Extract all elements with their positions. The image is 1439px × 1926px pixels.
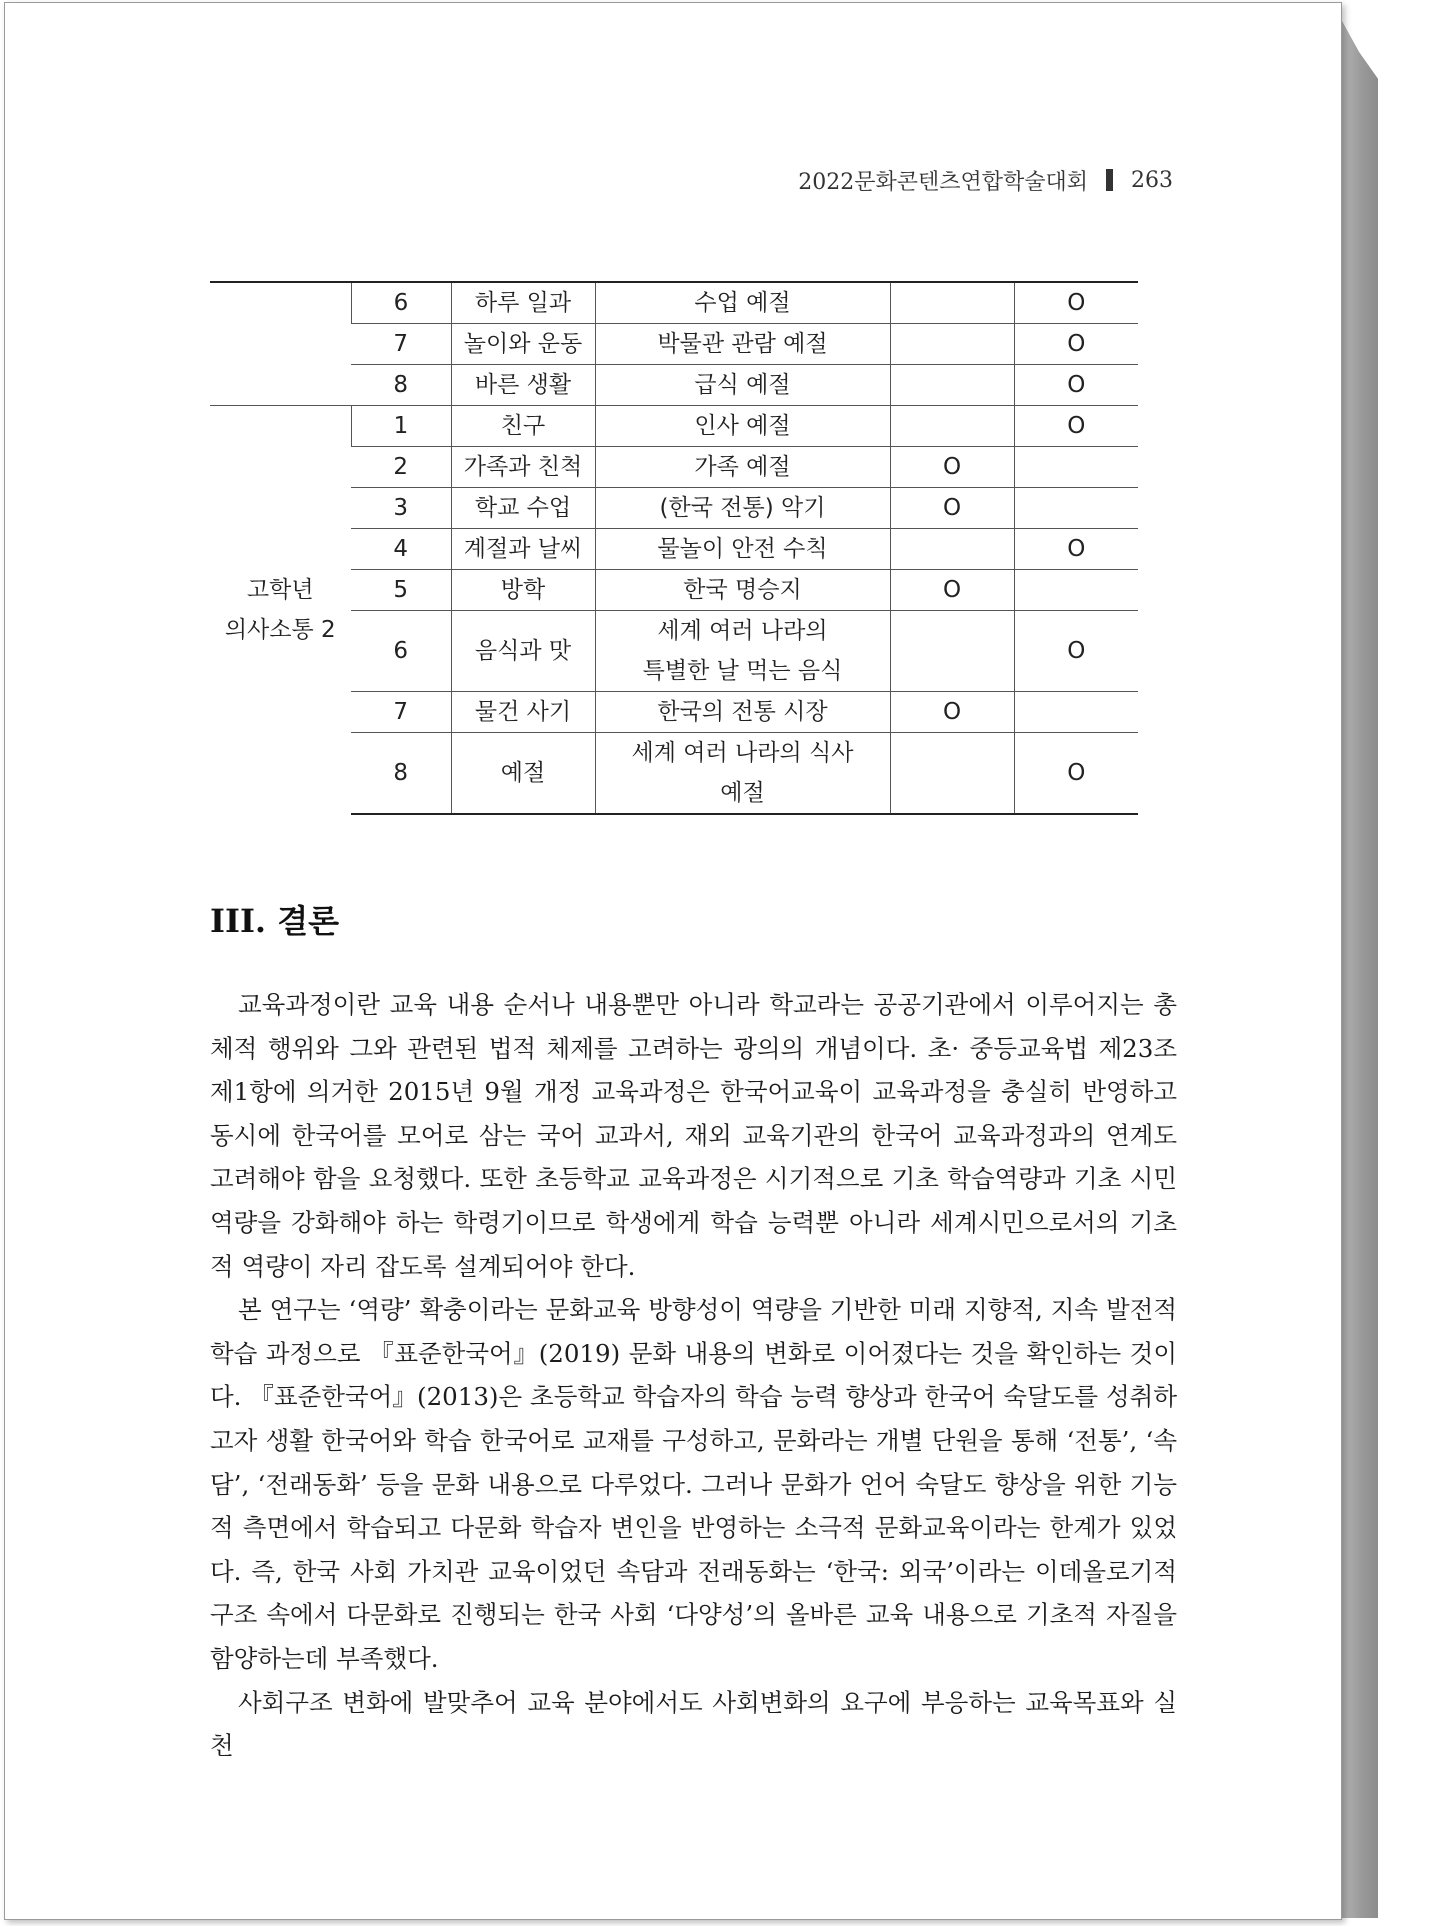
cell-culture-content <box>595 282 890 324</box>
section-title: III. 결론 <box>210 902 340 940</box>
header-title: 2022문화콘텐츠연합학술대회 <box>798 169 1088 195</box>
cell-theme: 친구 <box>451 406 595 447</box>
cell-culture-content <box>595 529 890 570</box>
cell-theme: 음식과 맛 <box>451 611 595 692</box>
cell-culture-content <box>595 611 890 692</box>
cell-mark-b: O <box>1014 611 1138 692</box>
cell-mark-a <box>890 529 1014 570</box>
culture-content-line: 급식 예절 <box>694 372 791 398</box>
cell-mark-b: O <box>1014 529 1138 570</box>
cell-mark-b <box>1014 692 1138 733</box>
cell-lesson-number: 8 <box>351 365 451 406</box>
culture-content-line: 특별한 날 먹는 음식 <box>642 658 843 684</box>
cell-mark-a: O <box>890 488 1014 529</box>
cell-culture-content <box>595 488 890 529</box>
cell-theme: 물건 사기 <box>451 692 595 733</box>
cell-mark-b <box>1014 488 1138 529</box>
cell-culture-content <box>595 570 890 611</box>
cell-mark-a: O <box>890 570 1014 611</box>
cell-mark-b <box>1014 447 1138 488</box>
cell-lesson-number: 3 <box>351 488 451 529</box>
culture-content-line: 세계 여러 나라의 <box>657 618 828 644</box>
cell-theme: 바른 생활 <box>451 365 595 406</box>
cell-culture-content <box>595 324 890 365</box>
culture-content-line: 한국의 전통 시장 <box>657 699 828 725</box>
cell-theme: 계절과 날씨 <box>451 529 595 570</box>
cell-lesson-number: 2 <box>351 447 451 488</box>
cell-lesson-number: 1 <box>351 406 451 447</box>
page-stack-edge <box>1336 10 1378 1918</box>
table-row <box>210 282 1138 324</box>
culture-content-line: 세계 여러 나라의 식사 <box>631 740 854 766</box>
cell-mark-b <box>1014 570 1138 611</box>
document-page <box>4 2 1342 1920</box>
cell-theme: 예절 <box>451 733 595 815</box>
cell-lesson-number: 5 <box>351 570 451 611</box>
cell-mark-b: O <box>1014 733 1138 815</box>
cell-mark-a <box>890 282 1014 324</box>
cell-culture-content <box>595 406 890 447</box>
cell-mark-b: O <box>1014 406 1138 447</box>
culture-content-line: 인사 예절 <box>694 413 791 439</box>
cell-theme: 방학 <box>451 570 595 611</box>
group-label-line: 의사소통 2 <box>224 617 336 643</box>
curriculum-table <box>210 281 1138 815</box>
cell-mark-b: O <box>1014 324 1138 365</box>
cell-culture-content <box>595 447 890 488</box>
cell-mark-a: O <box>890 447 1014 488</box>
page-number: 263 <box>1131 167 1173 193</box>
header-separator <box>1106 169 1113 191</box>
group-label <box>210 406 351 815</box>
cell-culture-content <box>595 692 890 733</box>
cell-theme: 가족과 친척 <box>451 447 595 488</box>
cell-lesson-number: 4 <box>351 529 451 570</box>
cell-culture-content <box>595 733 890 815</box>
group-label-blank <box>210 282 351 406</box>
cell-mark-a <box>890 406 1014 447</box>
culture-content-line: (한국 전통) 악기 <box>659 495 826 521</box>
paragraph-3: 사회구조 변화에 발맞추어 교육 분야에서도 사회변화의 요구에 부응하는 교육목표와 실천 <box>210 1687 1177 1761</box>
cell-lesson-number: 7 <box>351 692 451 733</box>
cell-lesson-number: 6 <box>351 611 451 692</box>
cell-mark-b: O <box>1014 282 1138 324</box>
cell-lesson-number: 8 <box>351 733 451 815</box>
cell-theme: 하루 일과 <box>451 282 595 324</box>
cell-culture-content <box>595 365 890 406</box>
running-header <box>798 163 1173 197</box>
cell-mark-a: O <box>890 692 1014 733</box>
cell-mark-a <box>890 324 1014 365</box>
paragraph-2: 본 연구는 ‘역량’ 확충이라는 문화교육 방향성이 역량을 기반한 미래 지향적, 지속 발전적 학습 과정으로 『표준한국어』(2019) 문화 내용의 변화로 이어졌다는 것을 확인하는 것이다. 『표준한국어』(2013)은 초등학교 학습자의 학습 능력 향상과 한국어 숙달도를 성취하고자 생활 한국어와 학습 한국어로 교재를 구성하고, 문화라는 개별 단원을 통해 ‘전통’, ‘속담’, ‘전래동화’ 등을 문화 내용으로 다루었다. 그러나 문화가 언어 숙달도 향상을 위한 기능적 측면에서 학습되고 다문화 학습자 변인을 반영하는 소극적 문화교육이라는 한계가 있었다. 즉, 한국 사회 가치관 교육이었던 속담과 전래동화는 ‘한국: 외국’이라는 이데올로기적 구조 속에서 다문화로 진행되는 한국 사회 ‘다양성’의 올바른 교육 내용으로 기초적 자질을 함양하는데 부족했다. <box>210 1295 1177 1673</box>
culture-content-line: 가족 예절 <box>694 454 791 480</box>
culture-content-line: 박물관 관람 예절 <box>657 331 828 357</box>
cell-lesson-number: 6 <box>351 282 451 324</box>
cell-mark-a <box>890 611 1014 692</box>
body-text <box>210 983 1177 1768</box>
cell-mark-a <box>890 365 1014 406</box>
cell-theme: 놀이와 운동 <box>451 324 595 365</box>
cell-lesson-number: 7 <box>351 324 451 365</box>
cell-mark-a <box>890 733 1014 815</box>
cell-mark-b: O <box>1014 365 1138 406</box>
group-label-line: 고학년 <box>246 577 314 603</box>
paragraph-1: 교육과정이란 교육 내용 순서나 내용뿐만 아니라 학교라는 공공기관에서 이루어지는 총체적 행위와 그와 관련된 법적 체제를 고려하는 광의의 개념이다. 초· 중등교육법 제23조 제1항에 의거한 2015년 9월 개정 교육과정은 한국어교육이 교육과정을 충실히 반영하고 동시에 한국어를 모어로 삼는 국어 교과서, 재외 교육기관의 한국어 교육과정과의 연계도 고려해야 함을 요청했다. 또한 초등학교 교육과정은 시기적으로 기초 학습역량과 기초 시민역량을 강화해야 하는 학령기이므로 학생에게 학습 능력뿐 아니라 세계시민으로서의 기초적 역량이 자리 잡도록 설계되어야 한다. <box>210 990 1177 1281</box>
cell-theme: 학교 수업 <box>451 488 595 529</box>
culture-content-line: 한국 명승지 <box>683 577 802 603</box>
table-row <box>210 406 1138 447</box>
culture-content-line: 수업 예절 <box>694 290 791 316</box>
culture-content-line: 예절 <box>720 780 765 806</box>
culture-content-line: 물놀이 안전 수칙 <box>657 536 828 562</box>
